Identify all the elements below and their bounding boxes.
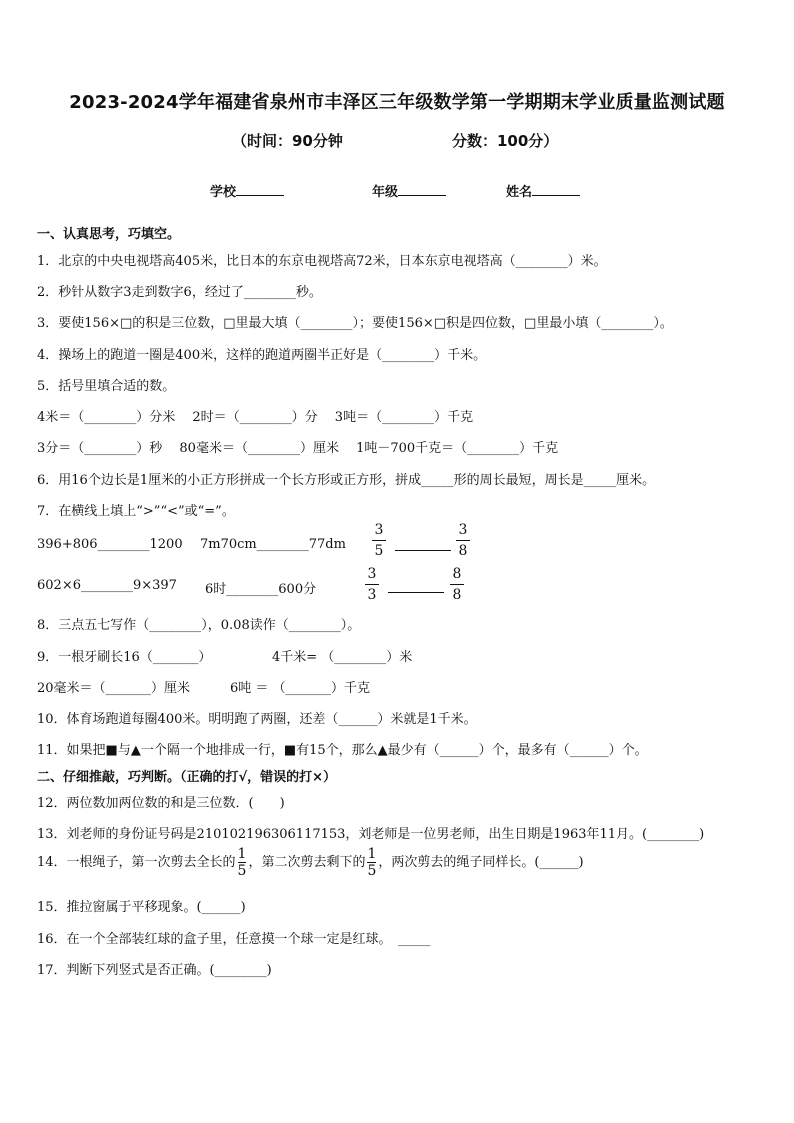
question-14 xyxy=(37,846,584,879)
fraction-3-5 xyxy=(372,522,386,559)
section-2-heading: 二、仔细推敲，巧判断。（正确的打√，错误的打×） xyxy=(37,770,337,785)
question-10: 10．体育场跑道每圈400米。明明跑了两圈，还差（______）米就是1千米。 xyxy=(37,712,477,727)
question-12: 12．两位数加两位数的和是三位数．( ) xyxy=(37,796,285,811)
question-7-item-4: 6时________600分 xyxy=(205,582,317,597)
fraction-numerator: 8 xyxy=(452,566,462,582)
question-9-part-3: 20毫米＝（_______）厘米 xyxy=(37,681,191,696)
question-13: 13．刘老师的身份证号码是210102196306117153，刘老师是一位男老师，出生日期是1963年11月。(________) xyxy=(37,827,705,842)
question-16: 16．在一个全部装红球的盒子里，任意摸一个球一定是红球。 _____ xyxy=(37,932,431,947)
question-14-part-3: ，两次剪去的绳子同样长。(______) xyxy=(378,855,584,870)
question-9-part-4: 6吨 ＝ （_______）千克 xyxy=(230,681,371,696)
question-5-row-2: 3分＝（________）秒 80毫米＝（________）厘米 1吨－700千克＝（________）千克 xyxy=(37,441,559,456)
question-6: 6．用16个边长是1厘米的小正方形拼成一个长方形或正方形，拼成_____形的周长最短，周长是_____厘米。 xyxy=(37,473,656,488)
fraction-3-3 xyxy=(365,566,379,603)
fraction-denominator: 8 xyxy=(458,543,468,559)
fraction-1-5 xyxy=(367,846,376,879)
question-17: 17．判断下列竖式是否正确。(________) xyxy=(37,963,272,978)
question-5-row-1: 4米＝（________）分米 2时＝（________）分 3吨＝（________）千克 xyxy=(37,410,474,425)
question-15: 15．推拉窗属于平移现象。(______) xyxy=(37,900,246,915)
section-1-heading: 一、认真思考，巧填空。 xyxy=(37,227,181,242)
fraction-denominator: 8 xyxy=(452,587,462,603)
question-7-item-3: 602×6________9×397 xyxy=(37,578,177,593)
question-9-part-2: 4千米= （________）米 xyxy=(272,650,413,665)
fraction-numerator: 3 xyxy=(367,566,377,582)
question-7-item-2: 7m70cm________77dm xyxy=(200,537,346,552)
question-14-part-1: 14．一根绳子，第一次剪去全长的 xyxy=(37,855,236,870)
time-label: （时间：90分钟 xyxy=(232,132,343,150)
question-14-part-2: ，第二次剪去剩下的 xyxy=(248,855,366,870)
compare-blank xyxy=(395,550,451,551)
score-label: 分数：100分） xyxy=(452,132,559,150)
question-3: 3．要使156×□的积是三位数，□里最大填（________）；要使156×□积是四位数，□里最小填（________）。 xyxy=(37,316,673,331)
grade-label: 年级 xyxy=(372,185,399,200)
question-5: 5．括号里填合适的数。 xyxy=(37,379,176,394)
page-title: 2023-2024学年福建省泉州市丰泽区三年级数学第一学期期末学业质量监测试题 xyxy=(69,92,725,113)
question-4: 4．操场上的跑道一圈是400米，这样的跑道两圈半正好是（________）千米。 xyxy=(37,348,487,363)
question-8: 8．三点五七写作（________），0.08读作（________）。 xyxy=(37,618,361,633)
fraction-1-5 xyxy=(238,846,247,879)
fraction-3-8 xyxy=(456,522,470,559)
fraction-numerator: 3 xyxy=(458,522,468,538)
fraction-numerator: 1 xyxy=(367,846,377,862)
question-2: 2．秒针从数字3走到数字6，经过了________秒。 xyxy=(37,285,322,300)
question-9-part-1: 9．一根牙刷长16（_______） xyxy=(37,650,212,665)
compare-blank xyxy=(388,592,444,593)
school-field xyxy=(210,181,284,200)
question-7: 7．在横线上填上“>”“<”或“=”。 xyxy=(37,504,235,519)
school-label: 学校 xyxy=(210,185,237,200)
grade-field xyxy=(372,181,446,200)
name-field xyxy=(506,181,580,200)
question-11: 11．如果把■与▲一个隔一个地排成一行，■有15个，那么▲最少有（______）个，最多有（______）个。 xyxy=(37,743,648,758)
fraction-denominator: 5 xyxy=(374,543,384,559)
fraction-denominator: 5 xyxy=(367,863,377,879)
fraction-numerator: 1 xyxy=(237,846,247,862)
fraction-numerator: 3 xyxy=(374,522,384,538)
question-7-item-1: 396+806________1200 xyxy=(37,537,183,552)
name-label: 姓名 xyxy=(506,185,533,200)
fraction-denominator: 3 xyxy=(367,587,377,603)
fraction-8-8 xyxy=(450,566,464,603)
fraction-denominator: 5 xyxy=(237,863,247,879)
question-1: 1．北京的中央电视塔高405米，比日本的东京电视塔高72米，日本东京电视塔高（________）米。 xyxy=(37,254,607,269)
